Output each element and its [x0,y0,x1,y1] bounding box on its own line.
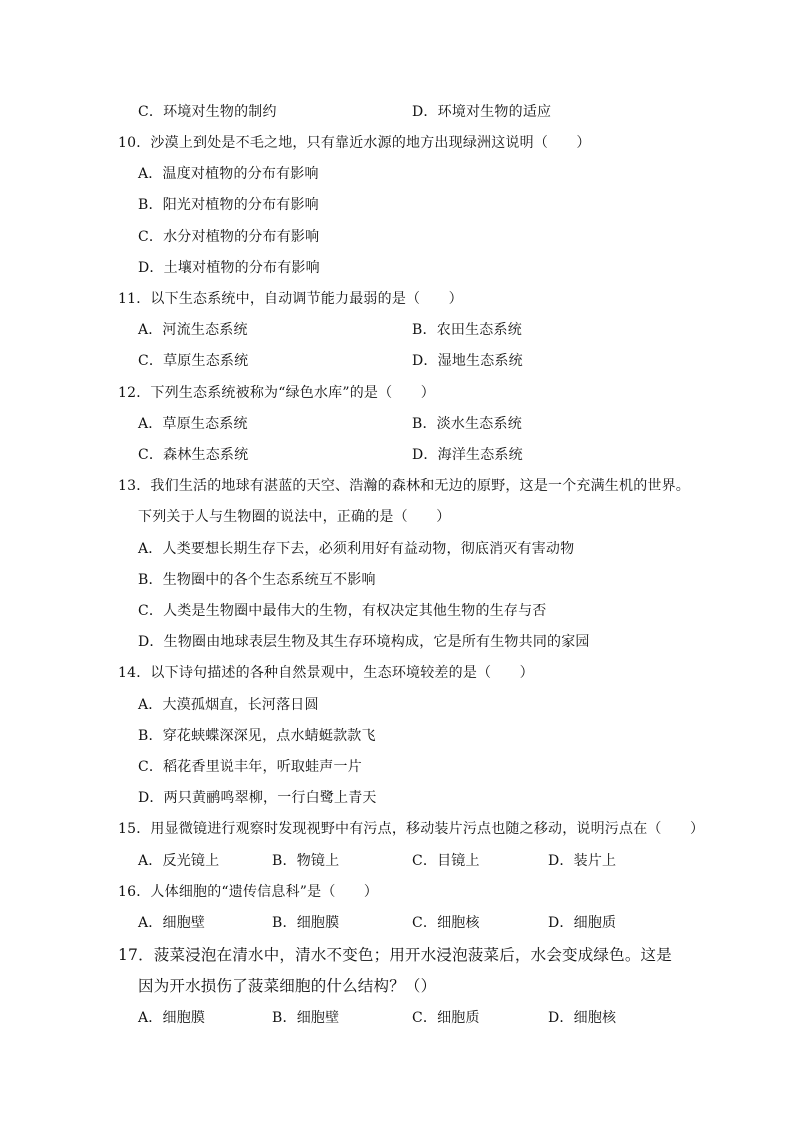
q10-option-d: D．土壤对植物的分布有影响 [138,260,320,276]
q10-option-b: B．阳光对植物的分布有影响 [138,197,319,213]
q17-option-c: C．细胞质 [412,1010,480,1026]
q15-option-b: B．物镜上 [272,853,340,869]
q16-stem: 16．人体细胞的“遗传信息科”是（ ） [118,884,379,900]
q10-option-a: A．温度对植物的分布有影响 [138,166,319,182]
q14-option-d: D．两只黄鹂鸣翠柳，一行白鹭上青天 [138,790,377,806]
q13-option-b: B．生物圈中的各个生态系统互不影响 [138,572,376,588]
q10-stem: 10．沙漠上到处是不毛之地，只有靠近水源的地方出现绿洲这说明（ ） [118,135,591,151]
q12-option-b: B．淡水生态系统 [412,416,522,432]
q13-option-a: A．人类要想长期生存下去，必须利用好有益动物，彻底消灭有害动物 [138,541,575,557]
q17-option-b: B．细胞壁 [272,1010,340,1026]
q11-option-c: C．草原生态系统 [138,353,249,369]
q17-stem-continued: 因为开水损伤了菠菜细胞的什么结构？（） [138,977,437,995]
q14-option-c: C．稻花香里说丰年，听取蛙声一片 [138,759,362,775]
q12-option-c: C．森林生态系统 [138,447,249,463]
q14-option-a: A．大漠孤烟直，长河落日圆 [138,697,319,713]
q12-option-a: A．草原生态系统 [138,416,248,432]
q16-option-d: D．细胞质 [548,915,617,931]
q17-option-d: D．细胞核 [548,1010,617,1026]
q14-option-b: B．穿花蛱蝶深深见，点水蜻蜓款款飞 [138,728,376,744]
q17-stem: 17．菠菜浸泡在清水中，清水不变色；用开水浸泡菠菜后，水会变成绿色。这是 [118,946,672,964]
q11-option-b: B．农田生态系统 [412,322,522,338]
q15-option-c: C．目镜上 [412,853,480,869]
q13-option-d: D．生物圈由地球表层生物及其生存环境构成，它是所有生物共同的家园 [138,634,590,650]
q14-stem: 14．以下诗句描述的各种自然景观中，生态环境较差的是（ ） [118,665,534,681]
q11-option-d: D．湿地生态系统 [412,353,523,369]
q13-option-c: C．人类是生物圈中最伟大的生物，有权决定其他生物的生存与否 [138,603,547,619]
q13-stem-continued: 下列关于人与生物圈的说法中，正确的是（ ） [138,509,451,525]
q15-stem: 15．用显微镜进行观察时发现视野中有污点，移动装片污点也随之移动，说明污点在（ ） [118,821,705,837]
q9-option-d: D．环境对生物的适应 [412,104,552,120]
q17-option-a: A．细胞膜 [138,1010,206,1026]
q13-stem: 13．我们生活的地球有湛蓝的天空、浩瀚的森林和无边的原野，这是一个充满生机的世界。 [118,478,691,494]
q15-option-d: D．装片上 [548,853,617,869]
q10-option-c: C．水分对植物的分布有影响 [138,229,320,245]
q12-stem: 12．下列生态系统被称为“绿色水库”的是（ ） [118,385,435,401]
q15-option-a: A．反光镜上 [138,853,220,869]
q9-option-c: C．环境对生物的制约 [138,104,277,120]
q12-option-d: D．海洋生态系统 [412,447,523,463]
q16-option-a: A．细胞壁 [138,915,206,931]
q16-option-c: C．细胞核 [412,915,480,931]
q16-option-b: B．细胞膜 [272,915,340,931]
q11-stem: 11．以下生态系统中，自动调节能力最弱的是（ ） [118,291,463,307]
q11-option-a: A．河流生态系统 [138,322,248,338]
